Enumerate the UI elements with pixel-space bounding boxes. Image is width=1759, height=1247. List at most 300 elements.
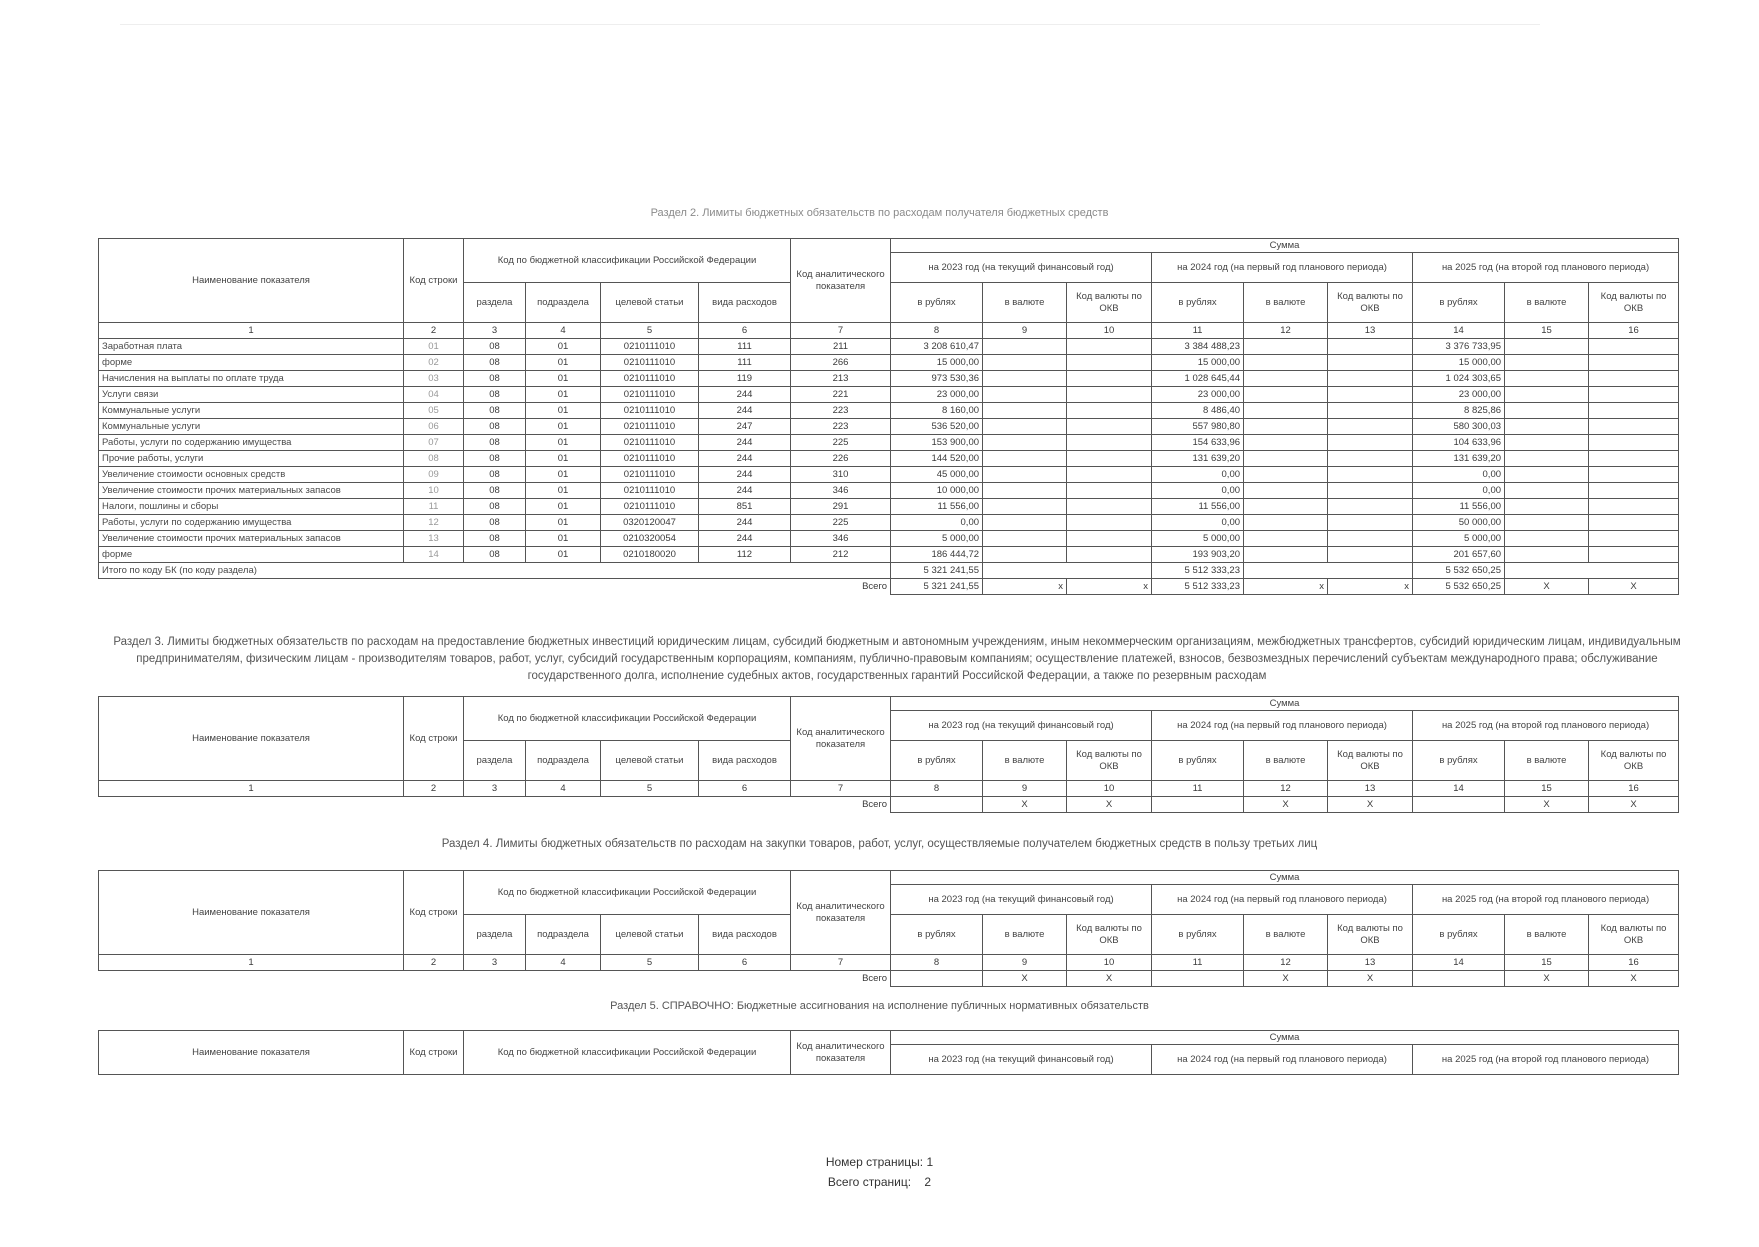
row-val-2023 xyxy=(983,499,1067,515)
vsego-x-val-2025: X xyxy=(1505,579,1589,595)
row-rub-2025: 23 000,00 xyxy=(1413,387,1505,403)
row-rub-2025: 50 000,00 xyxy=(1413,515,1505,531)
row-razdel: 08 xyxy=(464,403,526,419)
row-rub-2024: 15 000,00 xyxy=(1152,355,1244,371)
row-okv-2024 xyxy=(1328,387,1413,403)
row-vid: 111 xyxy=(699,355,791,371)
column-number-cell: 12 xyxy=(1244,955,1328,971)
row-razdel: 08 xyxy=(464,435,526,451)
row-analit: 310 xyxy=(791,467,891,483)
row-rub-2024: 557 980,80 xyxy=(1152,419,1244,435)
row-val-2025 xyxy=(1505,515,1589,531)
section-2-table xyxy=(98,238,1679,595)
column-number-cell: 15 xyxy=(1505,781,1589,797)
vsego-row xyxy=(99,971,1679,987)
vsego-rub-2025: 5 532 650,25 xyxy=(1413,579,1505,595)
column-number-cell: 5 xyxy=(601,781,699,797)
column-number-cell: 10 xyxy=(1067,781,1152,797)
row-razdel: 08 xyxy=(464,451,526,467)
row-rub-2024: 131 639,20 xyxy=(1152,451,1244,467)
vsego-x-val-2023: X xyxy=(983,797,1067,813)
row-name: Заработная плата xyxy=(99,339,404,355)
col-2024-header: на 2024 год (на первый год планового периода) xyxy=(1152,253,1413,283)
row-okv-2024 xyxy=(1328,371,1413,387)
row-okv-2025 xyxy=(1589,515,1679,531)
col-okv-2024: Код валюты по ОКВ xyxy=(1328,283,1413,323)
row-rub-2024: 0,00 xyxy=(1152,515,1244,531)
column-number-cell: 14 xyxy=(1413,323,1505,339)
row-vid: 111 xyxy=(699,339,791,355)
row-vid: 244 xyxy=(699,515,791,531)
row-val-2023 xyxy=(983,339,1067,355)
column-number-cell: 9 xyxy=(983,955,1067,971)
row-podrazdel: 01 xyxy=(526,371,601,387)
row-rub-2023: 10 000,00 xyxy=(891,483,983,499)
row-okv-2023 xyxy=(1067,467,1152,483)
col-val-2025: в валюте xyxy=(1505,915,1589,955)
row-podrazdel: 01 xyxy=(526,435,601,451)
row-val-2024 xyxy=(1244,387,1328,403)
row-val-2025 xyxy=(1505,467,1589,483)
col-analit-header: Код аналитического показателя xyxy=(791,871,891,955)
row-rub-2025: 131 639,20 xyxy=(1413,451,1505,467)
scan-line xyxy=(120,24,1540,25)
row-code: 05 xyxy=(404,403,464,419)
column-number-cell: 9 xyxy=(983,781,1067,797)
row-okv-2023 xyxy=(1067,515,1152,531)
row-vid: 851 xyxy=(699,499,791,515)
row-podrazdel: 01 xyxy=(526,419,601,435)
row-val-2023 xyxy=(983,515,1067,531)
row-okv-2024 xyxy=(1328,339,1413,355)
column-number-cell: 8 xyxy=(891,955,983,971)
vsego-rub-2023 xyxy=(891,797,983,813)
row-rub-2024: 0,00 xyxy=(1152,467,1244,483)
row-rub-2023: 973 530,36 xyxy=(891,371,983,387)
row-okv-2025 xyxy=(1589,371,1679,387)
col-2024-header: на 2024 год (на первый год планового периода) xyxy=(1152,711,1413,741)
row-val-2024 xyxy=(1244,515,1328,531)
col-val-2023: в валюте xyxy=(983,283,1067,323)
table-row xyxy=(99,467,1679,483)
col-2025-header: на 2025 год (на второй год планового периода) xyxy=(1413,885,1679,915)
row-val-2025 xyxy=(1505,531,1589,547)
col-okv-2023: Код валюты по ОКВ xyxy=(1067,915,1152,955)
table-row xyxy=(99,355,1679,371)
row-code: 06 xyxy=(404,419,464,435)
col-razdel: раздела xyxy=(464,283,526,323)
row-val-2024 xyxy=(1244,467,1328,483)
col-bk-header: Код по бюджетной классификации Российской Федерации xyxy=(464,1031,791,1075)
header-row xyxy=(99,871,1679,885)
row-podrazdel: 01 xyxy=(526,547,601,563)
row-podrazdel: 01 xyxy=(526,355,601,371)
column-number-cell: 8 xyxy=(891,323,983,339)
col-rub-2024: в рублях xyxy=(1152,283,1244,323)
page-number xyxy=(0,1155,1759,1169)
itogo-row xyxy=(99,563,1679,579)
row-okv-2024 xyxy=(1328,451,1413,467)
col-val-2024: в валюте xyxy=(1244,283,1328,323)
row-name: Налоги, пошлины и сборы xyxy=(99,499,404,515)
row-val-2025 xyxy=(1505,451,1589,467)
row-razdel: 08 xyxy=(464,371,526,387)
col-okv-2025: Код валюты по ОКВ xyxy=(1589,741,1679,781)
column-number-cell: 1 xyxy=(99,781,404,797)
row-okv-2024 xyxy=(1328,499,1413,515)
row-name: Начисления на выплаты по оплате труда xyxy=(99,371,404,387)
column-number-cell: 10 xyxy=(1067,323,1152,339)
col-rub-2025: в рублях xyxy=(1413,283,1505,323)
section-4-title: Раздел 4. Лимиты бюджетных обязательств по расходам на закупки товаров, работ, услуг, осуществляемые получателем бюджетных средств в пользу третьих лиц xyxy=(441,838,1318,850)
row-val-2023 xyxy=(983,435,1067,451)
row-val-2023 xyxy=(983,371,1067,387)
row-rub-2025: 11 556,00 xyxy=(1413,499,1505,515)
row-val-2023 xyxy=(983,419,1067,435)
section-5-title: Раздел 5. СПРАВОЧНО: Бюджетные ассигнования на исполнение публичных нормативных обязательств xyxy=(610,1000,1149,1012)
col-bk-header: Код по бюджетной классификации Российской Федерации xyxy=(464,239,791,283)
row-rub-2024: 5 000,00 xyxy=(1152,531,1244,547)
row-name: Увеличение стоимости основных средств xyxy=(99,467,404,483)
row-rub-2025: 580 300,03 xyxy=(1413,419,1505,435)
column-number-cell: 16 xyxy=(1589,955,1679,971)
col-2024-header: на 2024 год (на первый год планового периода) xyxy=(1152,885,1413,915)
col-name-header: Наименование показателя xyxy=(99,239,404,323)
row-analit: 225 xyxy=(791,435,891,451)
table-row xyxy=(99,547,1679,563)
col-celevaya: целевой статьи xyxy=(601,283,699,323)
row-podrazdel: 01 xyxy=(526,339,601,355)
col-vid: вида расходов xyxy=(699,283,791,323)
row-okv-2025 xyxy=(1589,483,1679,499)
vsego-x-val-2025: X xyxy=(1505,797,1589,813)
col-code-header: Код строки xyxy=(404,239,464,323)
row-okv-2024 xyxy=(1328,515,1413,531)
section-3-table xyxy=(98,696,1679,813)
vsego-x-val-2024: x xyxy=(1244,579,1328,595)
total-pages-label: Всего страниц: xyxy=(827,1175,912,1189)
row-analit: 291 xyxy=(791,499,891,515)
row-okv-2024 xyxy=(1328,403,1413,419)
col-summa-header: Сумма xyxy=(891,871,1679,885)
row-rub-2025: 0,00 xyxy=(1413,467,1505,483)
col-celevaya: целевой статьи xyxy=(601,915,699,955)
table-row xyxy=(99,515,1679,531)
page-number-value: 1 xyxy=(926,1155,934,1169)
row-rub-2023: 144 520,00 xyxy=(891,451,983,467)
row-razdel: 08 xyxy=(464,547,526,563)
row-val-2023 xyxy=(983,451,1067,467)
col-okv-2023: Код валюты по ОКВ xyxy=(1067,283,1152,323)
row-razdel: 08 xyxy=(464,499,526,515)
row-celevaya: 0210111010 xyxy=(601,339,699,355)
row-vid: 244 xyxy=(699,467,791,483)
row-code: 14 xyxy=(404,547,464,563)
row-rub-2023: 45 000,00 xyxy=(891,467,983,483)
row-val-2025 xyxy=(1505,387,1589,403)
row-rub-2023: 3 208 610,47 xyxy=(891,339,983,355)
col-rub-2025: в рублях xyxy=(1413,915,1505,955)
column-number-cell: 12 xyxy=(1244,781,1328,797)
row-celevaya: 0210111010 xyxy=(601,355,699,371)
row-okv-2025 xyxy=(1589,547,1679,563)
row-celevaya: 0210111010 xyxy=(601,483,699,499)
row-podrazdel: 01 xyxy=(526,451,601,467)
row-rub-2024: 8 486,40 xyxy=(1152,403,1244,419)
row-code: 08 xyxy=(404,451,464,467)
row-val-2025 xyxy=(1505,499,1589,515)
row-rub-2024: 193 903,20 xyxy=(1152,547,1244,563)
col-2025-header: на 2025 год (на второй год планового периода) xyxy=(1413,711,1679,741)
table-row xyxy=(99,403,1679,419)
row-okv-2023 xyxy=(1067,403,1152,419)
row-val-2024 xyxy=(1244,435,1328,451)
col-analit-header: Код аналитического показателя xyxy=(791,697,891,781)
row-rub-2023: 0,00 xyxy=(891,515,983,531)
row-analit: 211 xyxy=(791,339,891,355)
column-number-cell: 11 xyxy=(1152,781,1244,797)
row-rub-2024: 23 000,00 xyxy=(1152,387,1244,403)
col-code-header: Код строки xyxy=(404,1031,464,1075)
row-val-2024 xyxy=(1244,451,1328,467)
row-podrazdel: 01 xyxy=(526,467,601,483)
row-celevaya: 0210111010 xyxy=(601,499,699,515)
table-row xyxy=(99,387,1679,403)
row-okv-2023 xyxy=(1067,435,1152,451)
row-rub-2025: 15 000,00 xyxy=(1413,355,1505,371)
column-number-row xyxy=(99,955,1679,971)
section-5-table xyxy=(98,1030,1679,1075)
column-number-cell: 14 xyxy=(1413,955,1505,971)
col-razdel: раздела xyxy=(464,741,526,781)
row-podrazdel: 01 xyxy=(526,483,601,499)
vsego-x-val-2023: x xyxy=(983,579,1067,595)
row-val-2025 xyxy=(1505,435,1589,451)
column-number-cell: 5 xyxy=(601,955,699,971)
column-number-cell: 7 xyxy=(791,781,891,797)
row-rub-2023: 11 556,00 xyxy=(891,499,983,515)
vsego-x-val-2025: X xyxy=(1505,971,1589,987)
column-number-cell: 6 xyxy=(699,955,791,971)
row-analit: 225 xyxy=(791,515,891,531)
col-okv-2023: Код валюты по ОКВ xyxy=(1067,741,1152,781)
row-analit: 226 xyxy=(791,451,891,467)
row-val-2024 xyxy=(1244,403,1328,419)
row-rub-2024: 11 556,00 xyxy=(1152,499,1244,515)
row-code: 11 xyxy=(404,499,464,515)
row-analit: 346 xyxy=(791,531,891,547)
column-number-cell: 3 xyxy=(464,323,526,339)
row-code: 09 xyxy=(404,467,464,483)
row-razdel: 08 xyxy=(464,355,526,371)
row-okv-2024 xyxy=(1328,435,1413,451)
row-val-2024 xyxy=(1244,531,1328,547)
column-number-cell: 2 xyxy=(404,955,464,971)
table-row xyxy=(99,339,1679,355)
vsego-rub-2025 xyxy=(1413,971,1505,987)
row-celevaya: 0210111010 xyxy=(601,419,699,435)
row-code: 10 xyxy=(404,483,464,499)
vsego-x-val-2023: X xyxy=(983,971,1067,987)
col-code-header: Код строки xyxy=(404,871,464,955)
row-rub-2023: 23 000,00 xyxy=(891,387,983,403)
row-podrazdel: 01 xyxy=(526,531,601,547)
vsego-row xyxy=(99,579,1679,595)
vsego-rub-2025 xyxy=(1413,797,1505,813)
row-analit: 223 xyxy=(791,403,891,419)
vsego-x-okv-2024: X xyxy=(1328,797,1413,813)
section-3-title: Раздел 3. Лимиты бюджетных обязательств по расходам на предоставление бюджетных инвестиций юридическим лицам, субсидий бюджетным и автономным учреждениям, иным некоммерческим организациям, межбюджетных трансфертов, субсидий юридическим лицам, индивидуальным предпринимателям, физическим лицам - производителям товаров, работ, услуг, субсидий государственным корпорациям, компаниям, публично-правовым компаниям; осуществление платежей, взносов, безвозмездных перечислений субъектам международного права; обслуживание государственного долга, исполнение судебных актов, государственных гарантий Российской Федерации, а также по резервным расходам xyxy=(113,636,1681,682)
row-rub-2025: 104 633,96 xyxy=(1413,435,1505,451)
column-number-cell: 14 xyxy=(1413,781,1505,797)
row-val-2023 xyxy=(983,355,1067,371)
row-analit: 346 xyxy=(791,483,891,499)
row-razdel: 08 xyxy=(464,339,526,355)
row-celevaya: 0210111010 xyxy=(601,371,699,387)
col-analit-header: Код аналитического показателя xyxy=(791,239,891,323)
row-val-2023 xyxy=(983,467,1067,483)
row-rub-2024: 154 633,96 xyxy=(1152,435,1244,451)
section-2-title: Раздел 2. Лимиты бюджетных обязательств по расходам получателя бюджетных средств xyxy=(650,207,1109,219)
row-okv-2023 xyxy=(1067,499,1152,515)
row-val-2023 xyxy=(983,531,1067,547)
row-code: 04 xyxy=(404,387,464,403)
column-number-cell: 11 xyxy=(1152,955,1244,971)
col-okv-2024: Код валюты по ОКВ xyxy=(1328,741,1413,781)
vsego-x-okv-2024: X xyxy=(1328,971,1413,987)
column-number-cell: 10 xyxy=(1067,955,1152,971)
row-celevaya: 0210111010 xyxy=(601,387,699,403)
row-code: 07 xyxy=(404,435,464,451)
itogo-rub-2023: 5 321 241,55 xyxy=(891,563,983,579)
row-code: 13 xyxy=(404,531,464,547)
row-name: Увеличение стоимости прочих материальных запасов xyxy=(99,483,404,499)
vsego-x-okv-2025: X xyxy=(1589,971,1679,987)
row-code: 02 xyxy=(404,355,464,371)
col-2024-header: на 2024 год (на первый год планового периода) xyxy=(1152,1045,1413,1075)
col-name-header: Наименование показателя xyxy=(99,1031,404,1075)
row-rub-2024: 0,00 xyxy=(1152,483,1244,499)
row-val-2025 xyxy=(1505,355,1589,371)
vsego-x-okv-2023: X xyxy=(1067,971,1152,987)
vsego-x-okv-2025: X xyxy=(1589,579,1679,595)
vsego-x-okv-2023: X xyxy=(1067,797,1152,813)
col-val-2023: в валюте xyxy=(983,741,1067,781)
column-number-cell: 15 xyxy=(1505,955,1589,971)
row-val-2023 xyxy=(983,403,1067,419)
col-summa-header: Сумма xyxy=(891,1031,1679,1045)
column-number-cell: 4 xyxy=(526,955,601,971)
col-okv-2025: Код валюты по ОКВ xyxy=(1589,283,1679,323)
col-podrazdel: подраздела xyxy=(526,283,601,323)
row-vid: 244 xyxy=(699,403,791,419)
row-val-2024 xyxy=(1244,371,1328,387)
header-row xyxy=(99,697,1679,711)
vsego-rub-2023 xyxy=(891,971,983,987)
row-podrazdel: 01 xyxy=(526,403,601,419)
row-analit: 212 xyxy=(791,547,891,563)
col-2023-header: на 2023 год (на текущий финансовый год) xyxy=(891,711,1152,741)
column-number-cell: 13 xyxy=(1328,323,1413,339)
row-val-2025 xyxy=(1505,339,1589,355)
itogo-label: Итого по коду БК (по коду раздела) xyxy=(99,563,891,579)
col-2025-header: на 2025 год (на второй год планового периода) xyxy=(1413,253,1679,283)
column-number-row xyxy=(99,323,1679,339)
row-vid: 244 xyxy=(699,531,791,547)
col-celevaya: целевой статьи xyxy=(601,741,699,781)
row-name: Увеличение стоимости прочих материальных запасов xyxy=(99,531,404,547)
column-number-cell: 3 xyxy=(464,955,526,971)
row-celevaya: 0210111010 xyxy=(601,467,699,483)
row-val-2025 xyxy=(1505,419,1589,435)
row-okv-2023 xyxy=(1067,419,1152,435)
row-code: 03 xyxy=(404,371,464,387)
itogo-rub-2025: 5 532 650,25 xyxy=(1413,563,1505,579)
row-rub-2025: 1 024 303,65 xyxy=(1413,371,1505,387)
row-vid: 244 xyxy=(699,451,791,467)
col-2023-header: на 2023 год (на текущий финансовый год) xyxy=(891,1045,1152,1075)
row-okv-2024 xyxy=(1328,355,1413,371)
row-vid: 247 xyxy=(699,419,791,435)
vsego-row xyxy=(99,797,1679,813)
col-podrazdel: подраздела xyxy=(526,741,601,781)
itogo-empty xyxy=(983,563,1152,579)
row-okv-2025 xyxy=(1589,339,1679,355)
row-okv-2025 xyxy=(1589,435,1679,451)
col-razdel: раздела xyxy=(464,915,526,955)
column-number-cell: 16 xyxy=(1589,323,1679,339)
row-razdel: 08 xyxy=(464,483,526,499)
row-val-2024 xyxy=(1244,499,1328,515)
row-vid: 119 xyxy=(699,371,791,387)
row-okv-2025 xyxy=(1589,499,1679,515)
row-razdel: 08 xyxy=(464,515,526,531)
row-okv-2023 xyxy=(1067,531,1152,547)
col-val-2025: в валюте xyxy=(1505,741,1589,781)
column-number-cell: 7 xyxy=(791,323,891,339)
vsego-label: Всего xyxy=(99,797,891,813)
row-okv-2025 xyxy=(1589,387,1679,403)
column-number-cell: 13 xyxy=(1328,781,1413,797)
column-number-cell: 15 xyxy=(1505,323,1589,339)
row-analit: 223 xyxy=(791,419,891,435)
row-okv-2025 xyxy=(1589,531,1679,547)
row-rub-2024: 1 028 645,44 xyxy=(1152,371,1244,387)
row-okv-2024 xyxy=(1328,467,1413,483)
table-row xyxy=(99,483,1679,499)
vsego-rub-2023: 5 321 241,55 xyxy=(891,579,983,595)
row-rub-2024: 3 384 488,23 xyxy=(1152,339,1244,355)
column-number-cell: 4 xyxy=(526,781,601,797)
column-number-row xyxy=(99,781,1679,797)
row-podrazdel: 01 xyxy=(526,387,601,403)
row-rub-2025: 201 657,60 xyxy=(1413,547,1505,563)
column-number-cell: 1 xyxy=(99,323,404,339)
row-rub-2023: 153 900,00 xyxy=(891,435,983,451)
row-val-2025 xyxy=(1505,483,1589,499)
col-okv-2025: Код валюты по ОКВ xyxy=(1589,915,1679,955)
row-name: Работы, услуги по содержанию имущества xyxy=(99,435,404,451)
col-vid: вида расходов xyxy=(699,915,791,955)
page-number-label: Номер страницы: xyxy=(825,1155,924,1169)
row-val-2023 xyxy=(983,387,1067,403)
vsego-x-val-2024: X xyxy=(1244,797,1328,813)
row-razdel: 08 xyxy=(464,387,526,403)
row-rub-2023: 8 160,00 xyxy=(891,403,983,419)
col-rub-2024: в рублях xyxy=(1152,741,1244,781)
table-row xyxy=(99,499,1679,515)
row-celevaya: 0210111010 xyxy=(601,403,699,419)
